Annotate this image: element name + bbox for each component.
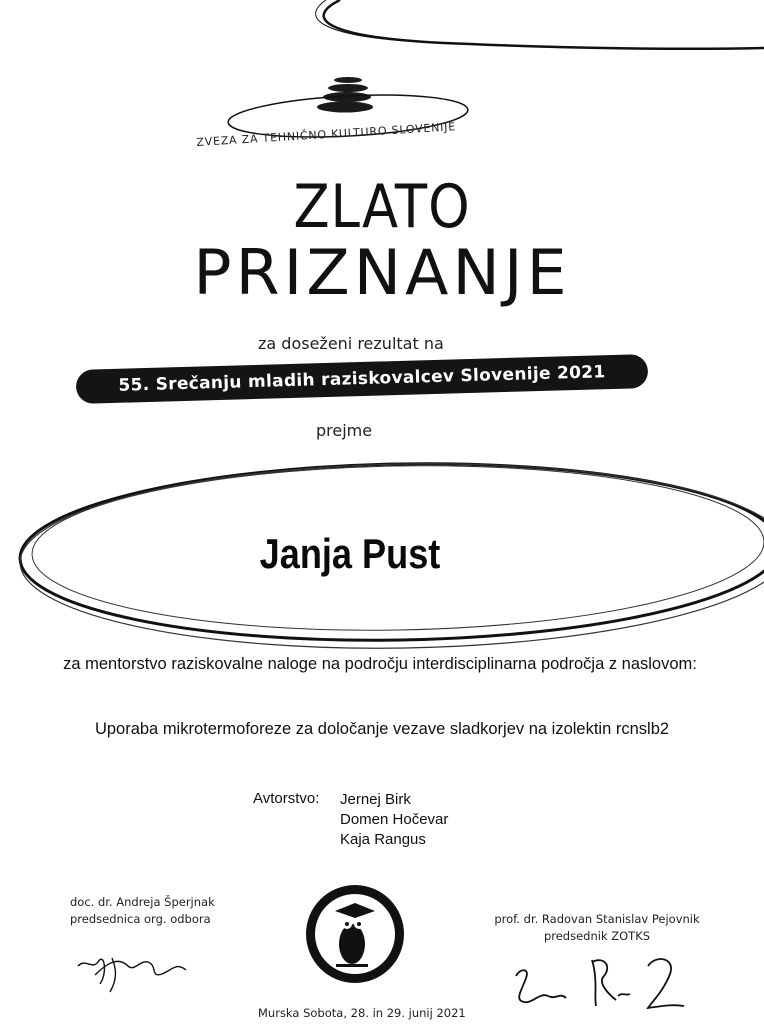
receives-text: prejme — [316, 421, 373, 440]
authorship-label: Avtorstvo: — [253, 790, 320, 807]
author-name: Jernej Birk — [340, 791, 411, 808]
author-name: Kaja Rangus — [340, 831, 426, 848]
recipient-name: Janja Pust — [259, 530, 441, 577]
organization-name: ZVEZA ZA TEHNIČNO KULTURO SLOVENIJE — [196, 120, 457, 149]
left-signatory — [70, 894, 215, 928]
mentorship-text: za mentorstvo raziskovalne naloge na področju interdisciplinarna področja z naslovom: — [63, 655, 697, 673]
event-name: 55. Srečanju mladih raziskovalcev Slovenije 2021 — [118, 362, 606, 396]
title-gold: ZLATO — [293, 172, 471, 242]
award-for-text: za doseženi rezultat na — [258, 334, 444, 353]
authors-list — [340, 790, 448, 850]
project-title: Uporaba mikrotermoforeze za določanje vezave sladkorjev na izolektin rcnslb2 — [94, 720, 670, 738]
author-name: Domen Hočevar — [340, 811, 449, 828]
left-signatory-role: predsednica org. odbora — [70, 912, 211, 926]
signature-left — [78, 958, 186, 992]
right-signatory-name: prof. dr. Radovan Stanislav Pejovnik — [494, 912, 700, 926]
title-recognition: PRIZNANJE — [193, 236, 571, 309]
right-signatory — [482, 911, 712, 945]
left-signatory-name: doc. dr. Andreja Šperjnak — [70, 895, 215, 909]
signature-right — [516, 959, 684, 1008]
place-and-date: Murska Sobota, 28. in 29. junij 2021 — [258, 1006, 466, 1020]
top-swoosh — [324, 0, 764, 49]
right-signatory-role: predsednik ZOTKS — [543, 929, 651, 943]
owl-seal-icon — [306, 885, 404, 983]
